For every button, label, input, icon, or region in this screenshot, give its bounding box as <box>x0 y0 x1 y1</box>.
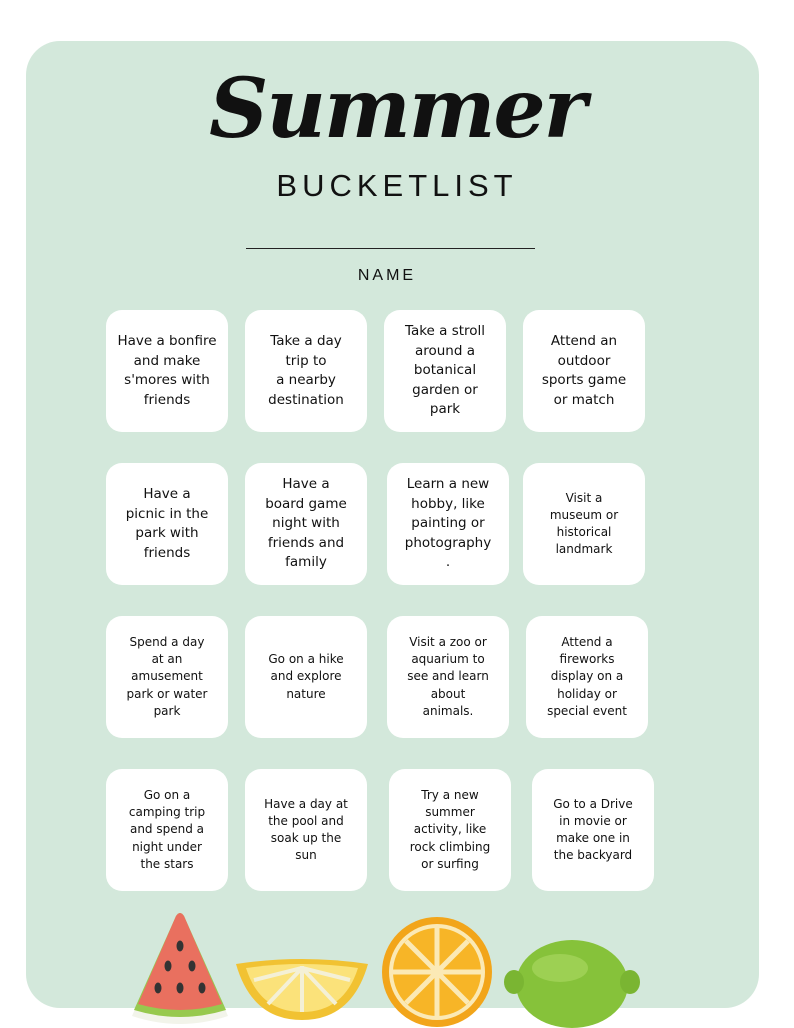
bucketlist-card-11: Visit a zoo or aquarium to see and learn about animals. <box>387 616 509 738</box>
bucketlist-card-1: Have a bonfire and make s'mores with friends <box>106 310 228 432</box>
name-input-line[interactable] <box>246 248 535 249</box>
watermelon-slice-icon <box>124 908 236 1028</box>
bucketlist-card-15: Try a new summer activity, like rock climbing or surfing <box>389 769 511 891</box>
bucketlist-card-12: Attend a fireworks display on a holiday or special event <box>526 616 648 738</box>
bucketlist-card-7: Learn a new hobby, like painting or photography . <box>387 463 509 585</box>
lemon-slice-icon <box>232 956 372 1022</box>
bucketlist-card-16: Go to a Drive in movie or make one in the backyard <box>532 769 654 891</box>
bucketlist-card-6: Have a board game night with friends and family <box>245 463 367 585</box>
bucketlist-card-13: Go on a camping trip and spend a night under the stars <box>106 769 228 891</box>
bucketlist-card-8: Visit a museum or historical landmark <box>523 463 645 585</box>
bucketlist-card-4: Attend an outdoor sports game or match <box>523 310 645 432</box>
bucketlist-card-14: Have a day at the pool and soak up the sun <box>245 769 367 891</box>
bucketlist-card-10: Go on a hike and explore nature <box>245 616 367 738</box>
bucketlist-card-9: Spend a day at an amusement park or water park <box>106 616 228 738</box>
orange-slice-icon <box>380 916 494 1028</box>
page-subtitle: BUCKETLIST <box>276 168 518 203</box>
bucketlist-card-5: Have a picnic in the park with friends <box>106 463 228 585</box>
page-title-script: Summer <box>209 61 585 157</box>
bucketlist-card-3: Take a stroll around a botanical garden or park <box>384 310 506 432</box>
bucketlist-card-2: Take a day trip to a nearby destination <box>245 310 367 432</box>
name-label: NAME <box>357 267 417 284</box>
lime-icon <box>504 934 640 1028</box>
